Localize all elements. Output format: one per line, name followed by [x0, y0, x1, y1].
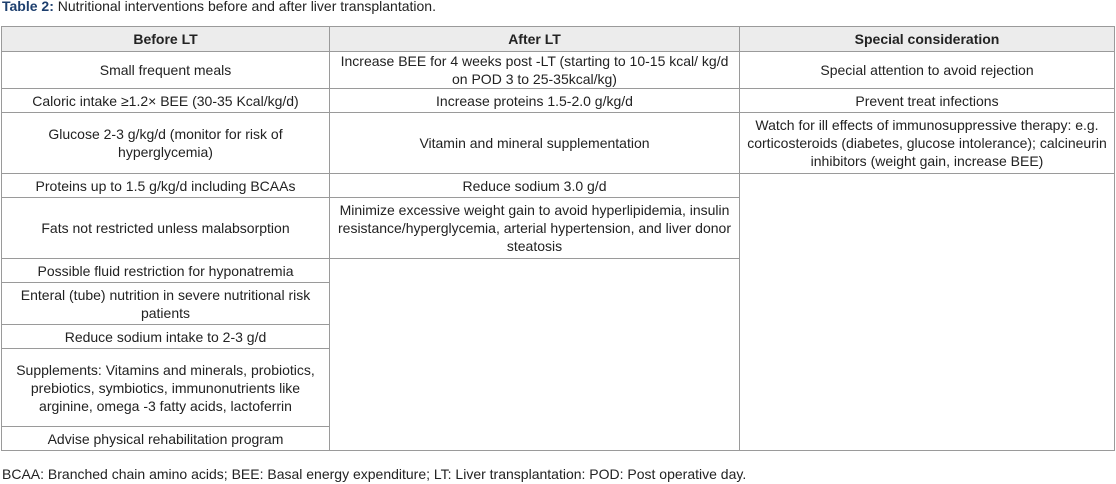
cell-before-lt: Supplements: Vitamins and minerals, probiotics, prebiotics, symbiotics, immunonutrients like arginine, omega -3 fatty acids, lactoferrin: [2, 349, 330, 427]
table-row: [2, 89, 1115, 113]
table-row: [2, 113, 1115, 174]
cell-after-lt: Increase proteins 1.5-2.0 g/kg/d: [330, 89, 740, 113]
table-caption: [2, 0, 436, 14]
cell-before-lt: Glucose 2-3 g/kg/d (monitor for risk of hyperglycemia): [2, 113, 330, 174]
cell-after-lt: Minimize excessive weight gain to avoid hyperlipidemia, insulin resistance/hyperglycemia, arterial hypertension, and liver donor steatosis: [330, 198, 740, 259]
cell-special-consideration: Watch for ill effects of immunosuppressive therapy: e.g. corticosteroids (diabetes, glucose intolerance); calcineurin inhibitors (weight gain, increase BEE): [740, 113, 1115, 174]
column-header-special-consideration: Special consideration: [740, 27, 1115, 52]
cell-special-consideration: Special attention to avoid rejection: [740, 52, 1115, 89]
table-caption-label: Table 2:: [2, 0, 54, 14]
cell-before-lt: Fats not restricted unless malabsorption: [2, 198, 330, 259]
table-row: [2, 52, 1115, 89]
cell-before-lt: Possible fluid restriction for hyponatremia: [2, 259, 330, 283]
cell-before-lt: Enteral (tube) nutrition in severe nutritional risk patients: [2, 283, 330, 325]
cell-special-consideration: Prevent treat infections: [740, 89, 1115, 113]
column-header-after-lt: After LT: [330, 27, 740, 52]
cell-after-lt: Reduce sodium 3.0 g/d: [330, 174, 740, 198]
column-header-before-lt: Before LT: [2, 27, 330, 52]
nutrition-table: [1, 26, 1115, 451]
cell-before-lt: Reduce sodium intake to 2-3 g/d: [2, 325, 330, 349]
cell-before-lt: Advise physical rehabilitation program: [2, 427, 330, 451]
cell-before-lt: Caloric intake ≥1.2× BEE (30-35 Kcal/kg/d): [2, 89, 330, 113]
table-footnote: BCAA: Branched chain amino acids; BEE: Basal energy expenditure; LT: Liver transplantation: POD: Post operative day.: [2, 466, 747, 482]
table-row: [2, 174, 1115, 198]
cell-after-lt: Vitamin and mineral supplementation: [330, 113, 740, 174]
table-caption-text: Nutritional interventions before and after liver transplantation.: [53, 0, 436, 14]
cell-before-lt: Small frequent meals: [2, 52, 330, 89]
cell-after-lt: Increase BEE for 4 weeks post -LT (starting to 10-15 kcal/ kg/d on POD 3 to 25-35kcal/kg): [330, 52, 740, 89]
table-header-row: [2, 27, 1115, 52]
cell-before-lt: Proteins up to 1.5 g/kg/d including BCAAs: [2, 174, 330, 198]
cell-after-lt-empty: [330, 259, 740, 451]
cell-special-consideration-empty: [740, 174, 1115, 451]
